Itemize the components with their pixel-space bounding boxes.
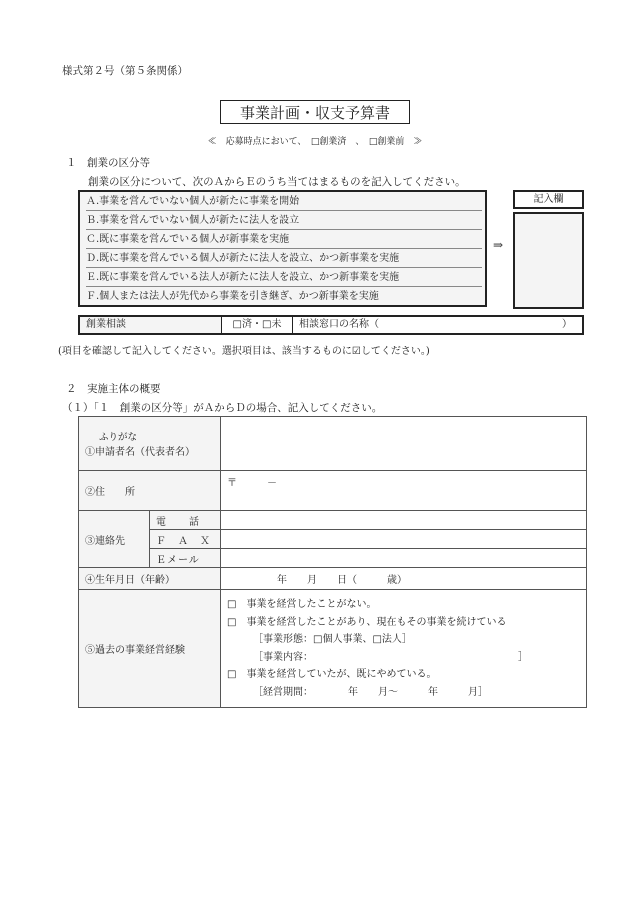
email-field[interactable] <box>221 549 587 568</box>
business-content-label: ［事業内容： <box>253 651 313 663</box>
category-item-a: Ａ.事業を営んでいない個人が新たに事業を開始 <box>86 193 482 211</box>
experience-field <box>221 590 587 708</box>
entry-column-header: 記入欄 <box>513 190 584 209</box>
experience-option-current[interactable]: □ 事業を経営したことがあり、現在もその事業を続けている <box>227 616 507 628</box>
phone-field[interactable] <box>221 511 587 530</box>
address-field[interactable] <box>221 471 587 511</box>
birthdate-label: ④生年月日（年齢） <box>79 568 221 590</box>
postal-code-mark: 〒 － <box>227 478 277 489</box>
business-content-close: ］ <box>518 651 528 663</box>
form-number-label: 様式第２号（第５条関係） <box>62 65 188 77</box>
experience-option-none[interactable]: □ 事業を経営したことがない。 <box>227 599 377 610</box>
fax-label: Ｆ Ａ Ｘ <box>150 530 221 549</box>
consultation-row <box>78 315 584 335</box>
contact-label: ③連絡先 <box>79 511 150 568</box>
category-item-e: Ｅ.既に事業を営んでいる法人が新たに法人を設立、かつ新事業を実施 <box>86 269 482 287</box>
applicant-name-label: ①申請者名（代表者名） <box>85 447 195 458</box>
section1-heading: １ 創業の区分等 <box>66 157 150 169</box>
category-entry-field[interactable] <box>513 212 584 309</box>
category-item-d: Ｄ.既に事業を営んでいる個人が新たに法人を設立、かつ新事業を実施 <box>86 250 482 268</box>
instruction-note: (項目を確認して記入してください。選択項目は、該当するものに☑してください。) <box>58 346 430 357</box>
document-title: 事業計画・収支予算書 <box>220 100 410 124</box>
birthdate-field[interactable]: 年 月 日（ 歳） <box>221 568 587 590</box>
experience-label: ⑤過去の事業経営経験 <box>79 590 221 708</box>
fax-field[interactable] <box>221 530 587 549</box>
application-status-line: ≪ 応募時点において、 □創業済 、 □創業前 ≫ <box>207 137 423 147</box>
experience-option-past[interactable]: □ 事業を経営していたが、既にやめている。 <box>227 669 437 680</box>
right-arrow-icon: ⇒ <box>493 238 504 252</box>
email-label: Ｅメール <box>150 549 221 568</box>
consultation-label: 創業相談 <box>80 317 222 333</box>
business-period-line[interactable]: ［経営期間： 年 月～ 年 月］ <box>253 686 488 698</box>
business-content-line[interactable] <box>227 649 580 667</box>
category-list <box>78 190 487 307</box>
applicant-name-field[interactable] <box>221 417 587 471</box>
consultation-window-label: 相談窓口の名称（ <box>299 319 379 330</box>
consultation-window-close: ） <box>562 319 572 330</box>
category-item-c: Ｃ.既に事業を営んでいる個人が新事業を実施 <box>86 231 482 249</box>
section2-heading: ２ 実施主体の概要 <box>66 383 161 395</box>
furigana-label: ふりがな <box>99 432 138 443</box>
phone-label: 電 話 <box>150 511 221 530</box>
consultation-checkboxes[interactable]: □済・□未 <box>222 317 293 333</box>
business-type-line[interactable]: ［事業形態：□個人事業、□法人］ <box>253 634 412 645</box>
applicant-name-label-cell <box>79 417 221 471</box>
consultation-window-field[interactable] <box>293 317 582 333</box>
section2-subheading: （１）「１ 創業の区分等」がＡからＤの場合、記入してください。 <box>62 402 383 414</box>
category-item-f: Ｆ.個人または法人が先代から事業を引き継ぎ、かつ新事業を実施 <box>86 291 379 302</box>
category-item-b: Ｂ.事業を営んでいない個人が新たに法人を設立 <box>86 212 482 230</box>
section1-description: 創業の区分について、次のＡからＥのうち当てはまるものを記入してください。 <box>88 176 466 188</box>
address-label: ②住 所 <box>79 471 221 511</box>
applicant-overview-table <box>78 416 587 708</box>
